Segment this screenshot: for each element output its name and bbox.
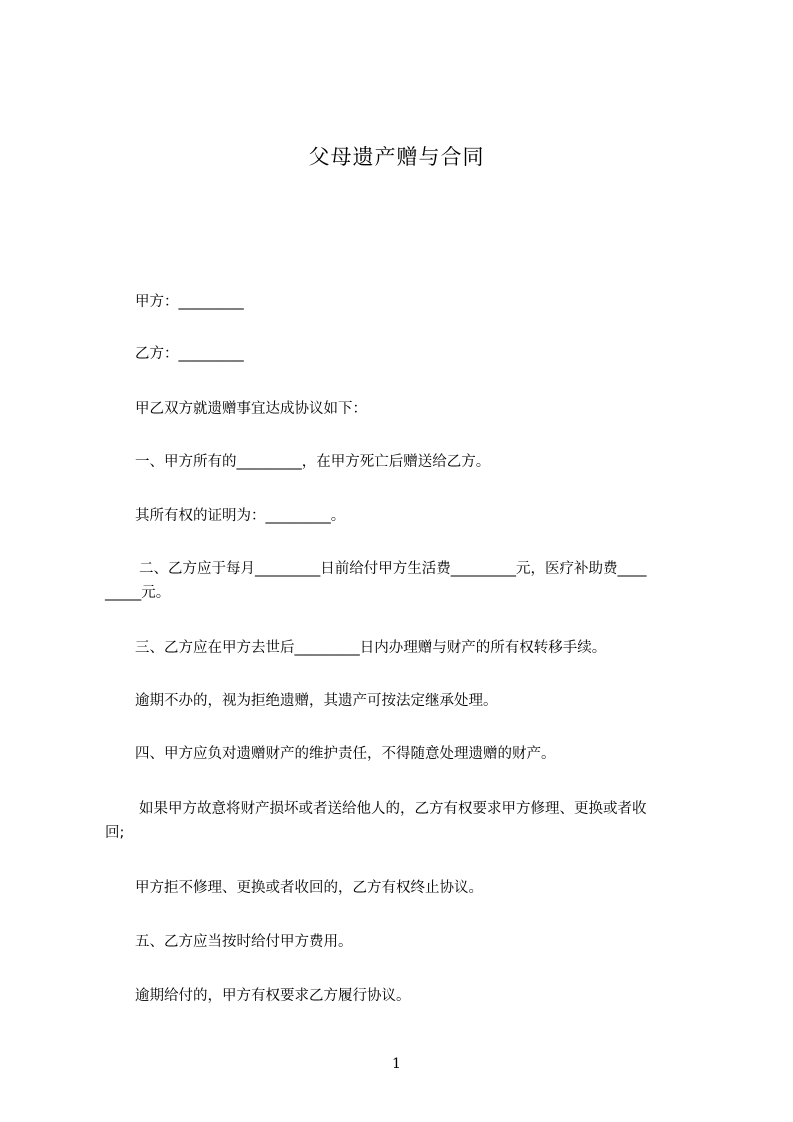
party-b-line: 乙方：_________ — [135, 346, 244, 362]
party-a-line: 甲方：_________ — [135, 294, 244, 310]
clause-3-overdue: 逾期不办的，视为拒绝遗赠，其遗产可按法定继承处理。 — [135, 693, 498, 709]
clause-4-damage-line-2: 回; — [105, 825, 125, 841]
clause-2-line-2: _____元。 — [105, 585, 171, 601]
clause-4-damage-line-1: 如果甲方故意将财产损坏或者送给他人的，乙方有权要求甲方修理、更换或者收 — [139, 801, 647, 817]
agreement-intro: 甲乙双方就遗赠事宜达成协议如下： — [135, 401, 367, 417]
clause-4: 四、甲方应负对遗赠财产的维护责任，不得随意处理遗赠的财产。 — [135, 746, 556, 762]
document-title: 父母遗产赠与合同 — [308, 145, 485, 169]
clause-1: 一、甲方所有的_________，在甲方死亡后赠送给乙方。 — [135, 454, 491, 470]
clause-4-termination: 甲方拒不修理、更换或者收回的，乙方有权终止协议。 — [135, 880, 483, 896]
clause-2-line-1: 二、乙方应于每月_________日前给付甲方生活费_________元，医疗补助费____ — [139, 561, 647, 577]
clause-1-proof: 其所有权的证明为：_________。 — [135, 508, 346, 524]
clause-3: 三、乙方应在甲方去世后_________日内办理赠与财产的所有权转移手续。 — [135, 640, 607, 656]
clause-5: 五、乙方应当按时给付甲方费用。 — [135, 934, 353, 950]
clause-5-overdue: 逾期给付的，甲方有权要求乙方履行协议。 — [135, 988, 411, 1004]
page-number: 1 — [392, 1056, 401, 1072]
